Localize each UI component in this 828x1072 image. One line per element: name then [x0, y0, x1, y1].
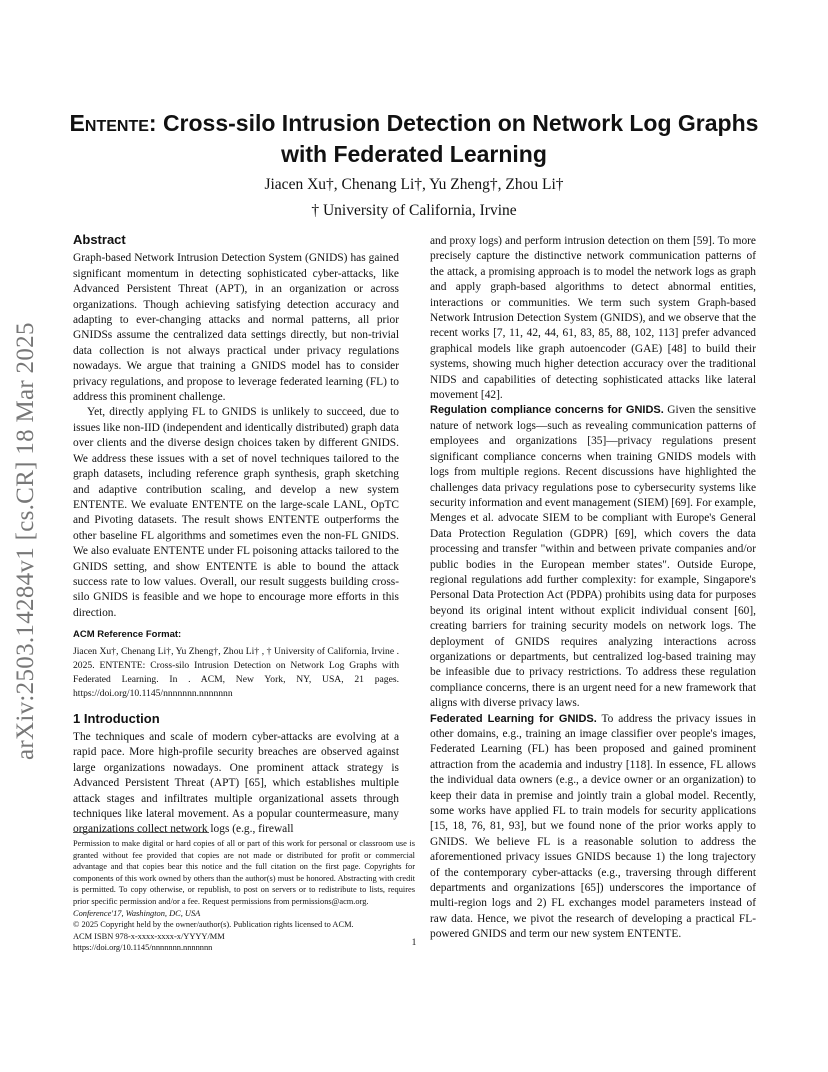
doi-line: https://doi.org/10.1145/nnnnnnn.nnnnnnn [73, 943, 213, 953]
footnote-rule [73, 832, 209, 833]
fl-paragraph-body: To address the privacy issues in other domains, e.g., training an image classifier over people's images, Federated Learning (FL) has been proposed and gained prominent attraction from the academia and industry [118]. In essence, FL allows the individual data owners (e.g., a device owner or an organization) to keep their data in premise and jointly train a global model. Recently, some works have applied FL to train models for security applications [15, 18, 76, 81, 93], but we found none of the prior works apply to GNIDS. We believe FL is a reasonable solution to address the aforementioned privacy issues GNIDS because 1) the long trajectory of the contemporary cyber-attacks (e.g., traversing through different departments and organizations [65]) underscores the importance of multi-region logs and 2) FL exchanges model parameters instead of raw data. Hence, we pivot the research of developing a practical FL-powered GNIDS and term our new system ENTENTE. [430, 712, 757, 941]
footnote-block [73, 838, 415, 954]
author-list: Jiacen Xu†, Chenang Li†, Yu Zheng†, Zhou Li† [264, 176, 564, 193]
right-column [430, 234, 756, 943]
acm-reference-heading: ACM Reference Format: [73, 629, 182, 641]
arxiv-stamp: arXiv:2503.14284v1 [cs.CR] 18 Mar 2025 [12, 322, 39, 760]
system-name: Entente [69, 110, 149, 136]
copyright-line: © 2025 Copyright held by the owner/author(s). Publication rights licensed to ACM. [73, 920, 354, 930]
permission-notice: Permission to make digital or hard copies of all or part of this work for personal or classroom use is granted without fee provided that copies are not made or distributed for profit or commercial advantage and that copies bear this notice and the full citation on the first page. Copyrights for components of this work owned by others than the author(s) must be honored. Abstracting with credit is permitted. To copy otherwise, or republish, to post on servers or to redistribute to lists, requires prior specific permission and/or a fee. Request permissions from permissions@acm.org. [73, 839, 415, 906]
introduction-paragraph-1: The techniques and scale of modern cyber-attacks are evolving at a rapid pace. More high-profile security breaches are observed against large organizations nowadays. One prominent attack strategy is Advanced Persistent Threat (APT) [65], which establishes multiple attack stages and infiltrates multiple organizational assets through techniques like lateral movement. As a popular countermeasure, many organizations collect network logs (e.g., firewall [73, 730, 399, 836]
abstract-paragraph-2: Yet, directly applying FL to GNIDS is unlikely to succeed, due to issues like non-IID (independent and identically distributed) graph data over clients and the diverse design choices taken by different GNIDS. We address these issues with a set of novel techniques tailored to the graph datasets, including reference graph synthesis, graph sketching and adaptive contribution scaling, and develop a new system ENTENTE. We evaluate ENTENTE on the large-scale LANL, OpTC and Pivoting datasets. The result shows ENTENTE outperforms the other baseline FL algorithms and sometimes even the non-FL GNIDS. We also evaluate ENTENTE under FL poisoning attacks tailored to the GNIDS setting, and show ENTENTE is able to bound the attack success rate to low values. Overall, our result suggests building cross-silo GNIDS is feasible and we hope to encourage more efforts in this direction. [73, 406, 399, 619]
affiliation: † University of California, Irvine [311, 202, 517, 219]
introduction-heading: 1 Introduction [73, 710, 160, 726]
paper-title [60, 108, 768, 170]
fl-paragraph-title: Federated Learning for GNIDS. [430, 712, 597, 725]
conference-line: Conference'17, Washington, DC, USA [73, 908, 201, 918]
regulation-paragraph-title: Regulation compliance concerns for GNIDS. [430, 404, 664, 417]
left-column [73, 232, 399, 838]
title-rest: : Cross-silo Intrusion Detection on Network Log Graphs with Federated Learning [148, 110, 759, 167]
abstract-paragraph-1: Graph-based Network Intrusion Detection System (GNIDS) has gained significant momentum in detecting sophisticated cyber-attacks, like Advanced Persistent Threat (APT), in an organization or across organizations. Though achieving satisfying detection accuracy and adapting to ever-changing attacks and normal patterns, all prior GNIDSs assume the centralized data settings directly, but non-trivial data collection is not always practical under privacy regulations nowadays. We argue that training a GNIDS model has to consider privacy regulations, and propose to leverage federated learning (FL) to address this prominent challenge. [73, 252, 399, 404]
regulation-paragraph-body: Given the sensitive nature of network logs—such as revealing communication patterns of employees and organizations [35]—privacy regulations present significant compliance concerns when training GNIDS models with logs from multiple regions. Recent discussions have highlighted the challenges data privacy regulations pose to cybersecurity systems like security information and event management (SIEM) [69]. For example, Menges et al. advocate SIEM to be compliant with Europe's General Data Protection Regulation (GDPR) [69], which covers the data processing and transfer "within and between private companies and/or public bodies in the European member states". Outside Europe, regional regulations add further complexity: for example, Singapore's Personal Data Protection Act (PDPA) prohibits using data for purposes beyond its original intent without explicit individual consent [60], creating barriers for training security models on network logs. The deployment of GNIDS requires analyzing interactions across organizations or departments, but centralized log-based training may be infeasible due to privacy restrictions. To address these regulation compliance concerns, there is an urgent need for a new framework that aligns with diverse privacy laws. [430, 404, 756, 710]
acm-reference-body: Jiacen Xu†, Chenang Li†, Yu Zheng†, Zhou Li† , † University of California, Irvine . 2025. ENTENTE: Cross-silo Intrusion Detection on Network Log Graphs with Federated Learning. In . ACM, New York, NY, USA, 21 pages. https://doi.org/10.1145/nnnnnnn.nnnnnnn [73, 645, 399, 699]
isbn-line: ACM ISBN 978-x-xxxx-xxxx-x/YYYY/MM [73, 931, 225, 941]
right-paragraph-1: and proxy logs) and perform intrusion detection on them [59]. To more precisely capture the distinctive network communication patterns of the attack, a promising approach is to model the network logs as graph and apply graph-based algorithms to detect abnormal entities, interactions or communities. We term such system Graph-based Network Intrusion Detection System (GNIDS), and we observe that the recent works [7, 11, 42, 44, 61, 83, 85, 88, 102, 113] prefer advanced graphical models like graph autoencoder (GAE) [48] to build their systems, showing much higher detection accuracy over the traditional NIDS and capabilities of detecting sophisticated attacks like lateral movement [42]. [430, 235, 756, 402]
page-number: 1 [411, 938, 417, 948]
abstract-heading: Abstract [73, 232, 126, 247]
